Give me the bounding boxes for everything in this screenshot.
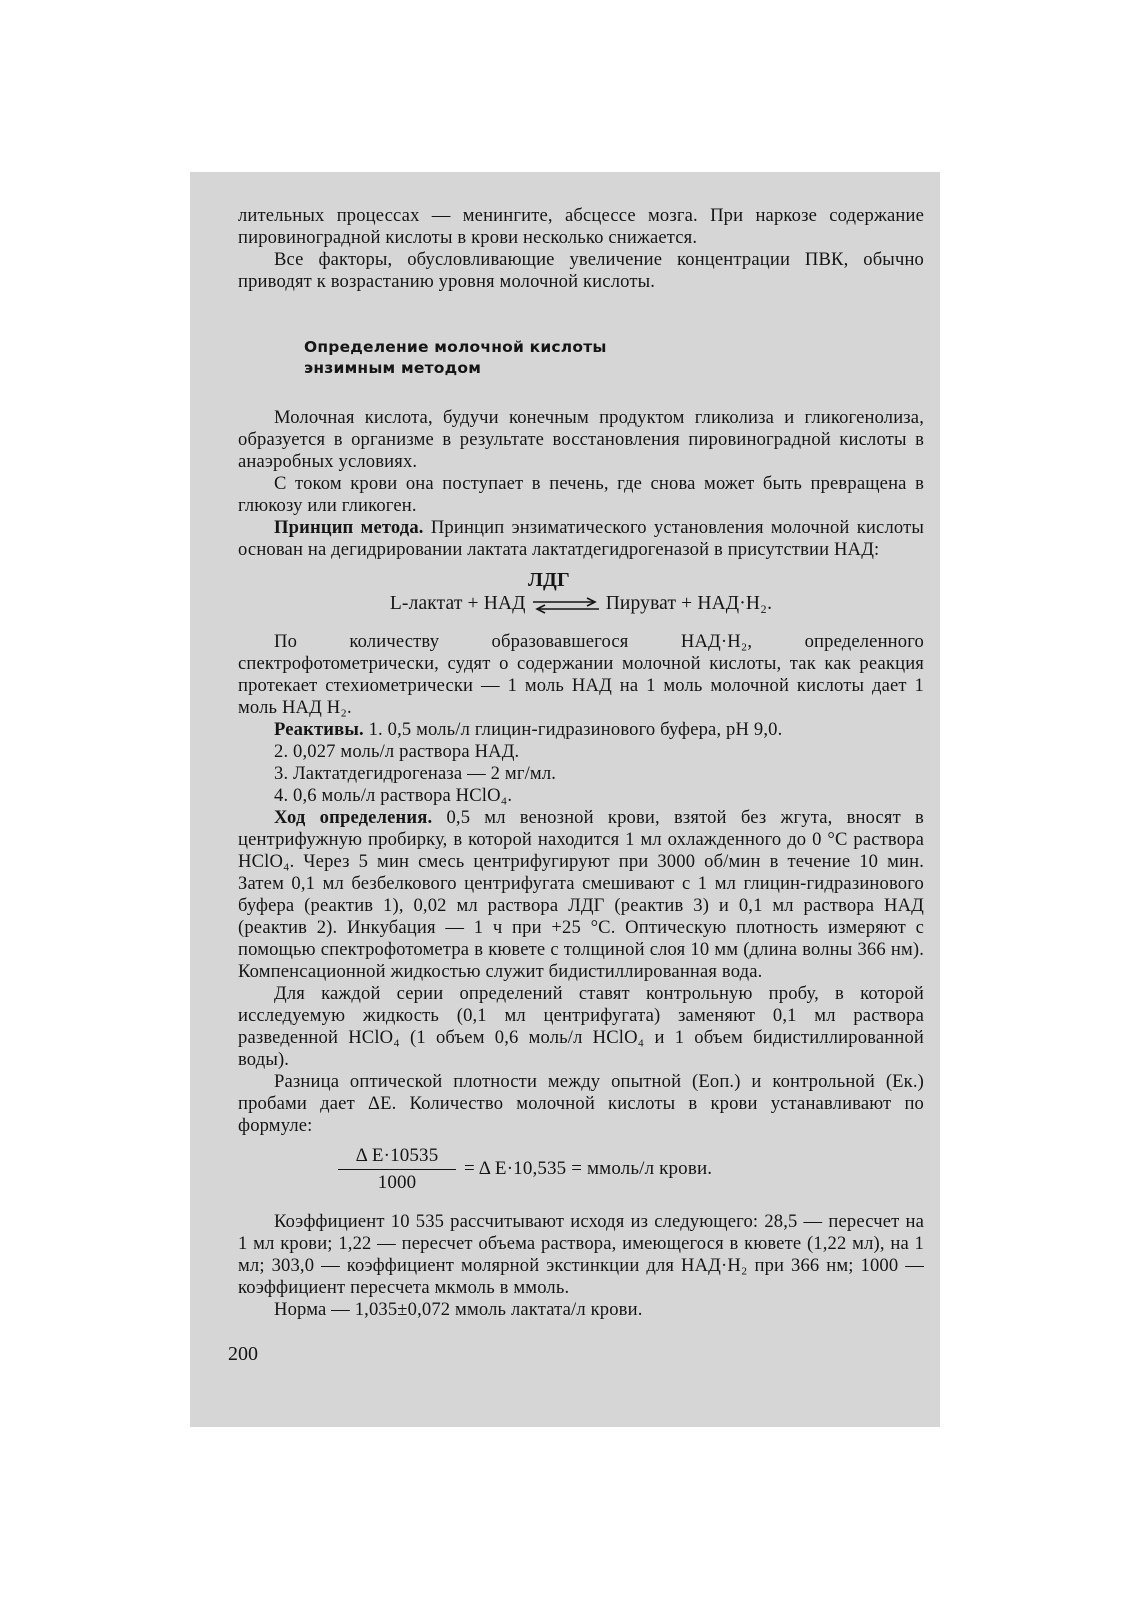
- page-number: 200: [228, 1343, 258, 1365]
- fraction-bar: [338, 1169, 456, 1170]
- principle-paragraph: [238, 517, 924, 561]
- reagents-label: Реактивы.: [274, 719, 364, 740]
- body-paragraph-1: Молочная кислота, будучи конечным продуктом гликолиза и гликогенолиза, образуется в организме в результате восстановления пировиноградной кислоты в анаэробных условиях.: [238, 407, 924, 472]
- reagent-3: 3. Лактатдегидрогеназа — 2 мг/мл.: [274, 763, 557, 784]
- norm-paragraph: Норма — 1,035±0,072 ммоль лактата/л крови.: [274, 1299, 643, 1320]
- reagent-4: 4. 0,6 моль/л раствора HClO₄.: [274, 785, 513, 806]
- principle-label: Принцип метода.: [274, 517, 424, 538]
- formula-denominator: 1000: [377, 1172, 417, 1193]
- reaction-left-side: L-лактат + НАД: [389, 593, 526, 614]
- section-heading-line-1: Определение молочной кислоты: [304, 338, 607, 356]
- formula-fraction: [338, 1145, 456, 1194]
- reaction-equation: [238, 569, 924, 621]
- reaction-enzyme: ЛДГ: [528, 569, 570, 591]
- page-text-block: [238, 205, 924, 1321]
- reagent-2: 2. 0,027 моль/л раствора НАД.: [274, 741, 520, 762]
- formula-numerator: Δ E·10535: [355, 1145, 439, 1166]
- reaction-right-side: Пируват + НАД·H₂.: [605, 593, 773, 614]
- principle-text: Принцип энзиматического установления молочной кислоты основан на дегидрировании лактата лактатдегидрогеназой в присутствии НАД:: [238, 517, 924, 560]
- procedure-label: Ход определения.: [274, 807, 433, 828]
- body-paragraph-3: По количеству образовавшегося НАД·H₂, определенного спектрофотометрически, судят о содержании молочной кислоты, так как реакция протекает стехиометрически — 1 моль НАД на 1 моль молочной кислоты дает 1 моль НАД H₂.: [238, 631, 924, 718]
- section-heading: [304, 337, 924, 379]
- lactate-formula: [238, 1145, 924, 1205]
- reagents-item-1: [238, 719, 924, 741]
- intro-paragraph-2: Все факторы, обусловливающие увеличение концентрации ПВК, обычно приводят к возрастанию уровня молочной кислоты.: [238, 249, 924, 292]
- procedure-text: 0,5 мл венозной крови, взятой без жгута, вносят в центрифужную пробирку, в которой находится 1 мл охлажденного до 0 °С раствора HClO₄. Через 5 мин смесь центрифугируют при 3000 об/мин в течение 10 мин. Затем 0,1 мл безбелкового центрифугата смешивают с 1 мл глицин-гидразинового буфера (реактив 1), 0,02 мл раствора ЛДГ (реактив 3) и 0,1 мл раствора НАД (реактив 2). Инкубация — 1 ч при +25 °С. Оптическую плотность измеряют с помощью спектрофотометра в кювете с толщиной слоя 10 мм (длина волны 366 нм). Компенсационной жидкостью служит бидистиллированная вода.: [238, 807, 924, 982]
- reaction-line: [238, 593, 924, 616]
- reagent-1: 1. 0,5 моль/л глицин-гидразинового буфера, pH 9,0.: [363, 719, 783, 740]
- body-paragraph-6: Коэффициент 10 535 рассчитывают исходя из следующего: 28,5 — пересчет на 1 мл крови; 1,22 — пересчет объема раствора, имеющегося в кювете (1,22 мл), на 1 мл; 303,0 — коэффициент молярной экстинкции для НАД·H₂ при 366 нм; 1000 — коэффициент пересчета мкмоль в ммоль.: [238, 1211, 924, 1298]
- body-paragraph-4: Для каждой серии определений ставят контрольную пробу, в которой исследуемую жидкость (0,1 мл центрифугата) заменяют 0,1 мл раствора разведенной HClO₄ (1 объем 0,6 моль/л HClO₄ и 1 объем бидистиллированной воды).: [238, 983, 924, 1070]
- body-paragraph-5: Разница оптической плотности между опытной (Eоп.) и контрольной (Eк.) пробами дает ΔE. Количество молочной кислоты в крови устанавливают по формуле:: [238, 1071, 924, 1136]
- equilibrium-arrows-icon: [531, 594, 601, 616]
- procedure-paragraph: [238, 807, 924, 983]
- section-heading-line-2: энзимным методом: [304, 359, 482, 377]
- formula-result: = Δ E·10,535 = ммоль/л крови.: [464, 1158, 713, 1179]
- body-paragraph-2: С током крови она поступает в печень, где снова может быть превращена в глюкозу или гликоген.: [238, 473, 924, 516]
- intro-paragraph-1: лительных процессах — менингите, абсцессе мозга. При наркозе содержание пировиноградной кислоты в крови несколько снижается.: [238, 205, 924, 248]
